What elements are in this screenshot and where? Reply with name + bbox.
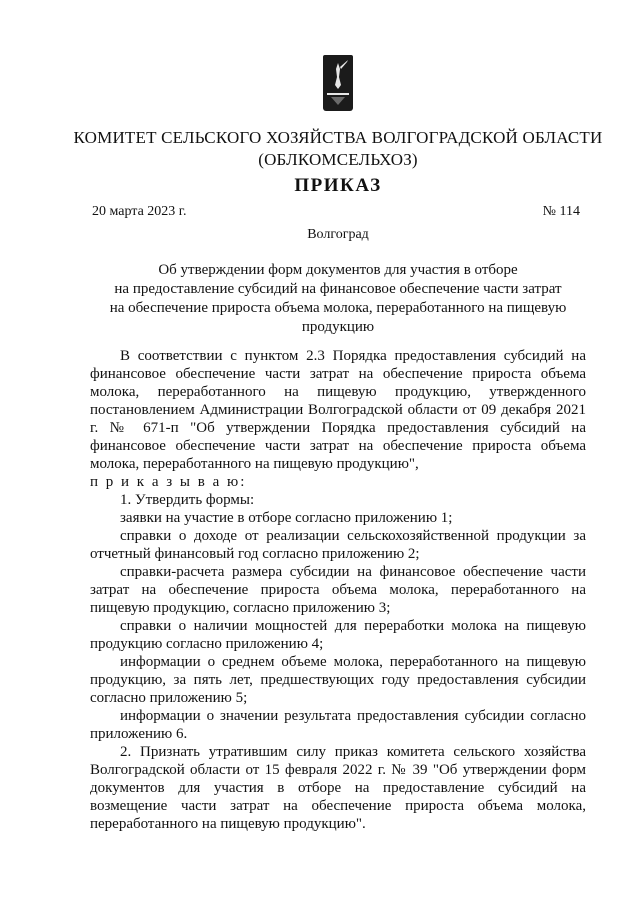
document-number: № 114 bbox=[542, 204, 580, 219]
title-line: на предоставление субсидий на финансовое обеспечение части затрат bbox=[114, 281, 562, 297]
form-list-item: справки-расчета размера субсидии на финансовое обеспечение части затрат на обеспечение прироста объема молока, переработанного на пищевую продукцию, согласно приложению 3; bbox=[90, 564, 586, 616]
preamble-paragraph: В соответствии с пунктом 2.3 Порядка предоставления субсидий на финансовое обеспечение части затрат на обеспечение прироста объема молока, переработанного на пищевую продукцию, утвержденного постановлением Администрации Волгоградской области от 09 декабря 2021 г. № 671-п "Об утверждении Порядка предоставления субсидий на финансовое обеспечение части затрат на обеспечение прироста объема молока, переработанного на пищевую продукцию", bbox=[90, 348, 586, 472]
form-list-item: заявки на участие в отборе согласно приложению 1; bbox=[120, 510, 453, 526]
document-type: ПРИКАЗ bbox=[294, 175, 382, 196]
title-line: продукцию bbox=[301, 319, 375, 335]
title-line: Об утверждении форм документов для участия в отборе bbox=[158, 262, 518, 278]
form-list-item: информации о среднем объеме молока, переработанного на пищевую продукцию, за пять лет, предшествующих году предоставления субсидии согласно приложению 5; bbox=[90, 654, 586, 706]
decree-word: п р и к а з ы в а ю: bbox=[90, 474, 247, 490]
document-body bbox=[90, 347, 586, 833]
document-title bbox=[90, 261, 586, 337]
organization-name bbox=[60, 127, 616, 171]
coat-of-arms-icon bbox=[323, 55, 353, 111]
title-line: на обеспечение прироста объема молока, переработанного на пищевую bbox=[109, 300, 567, 316]
organization-name-line1: КОМИТЕТ СЕЛЬСКОГО ХОЗЯЙСТВА ВОЛГОГРАДСКОЙ ОБЛАСТИ bbox=[73, 128, 603, 147]
organization-name-line2: (ОБЛКОМСЕЛЬХОЗ) bbox=[258, 150, 418, 169]
item-1-heading: 1. Утвердить формы: bbox=[120, 492, 255, 508]
form-list-item: справки о доходе от реализации сельскохозяйственной продукции за отчетный финансовый год согласно приложению 2; bbox=[90, 528, 586, 562]
form-list-item: информации о значении результата предоставления субсидии согласно приложению 6. bbox=[90, 708, 586, 742]
form-list-item: справки о наличии мощностей для переработки молока на пищевую продукцию согласно приложению 4; bbox=[90, 618, 586, 652]
document-date: 20 марта 2023 г. bbox=[92, 204, 187, 219]
item-2-paragraph: 2. Признать утратившим силу приказ комитета сельского хозяйства Волгоградской области от 15 февраля 2022 г. № 39 "Об утверждении форм документов для участия в отборе на предоставление субсидий на возмещение части затрат на обеспечение прироста объема молока, переработанного на пищевую продукцию". bbox=[90, 744, 586, 832]
document-city: Волгоград bbox=[307, 227, 369, 242]
